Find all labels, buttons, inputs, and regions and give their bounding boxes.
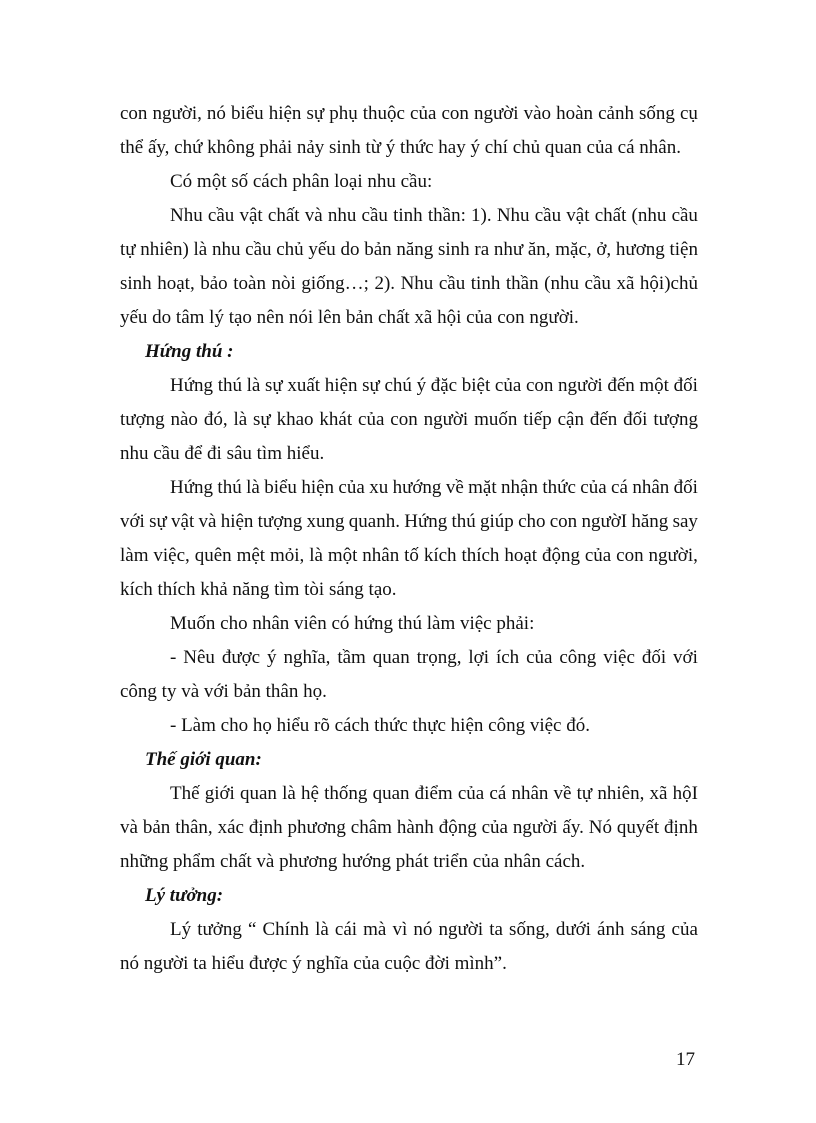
word: là <box>246 375 261 396</box>
word: biểu <box>264 477 297 498</box>
word: làm <box>120 545 149 566</box>
paragraph-line <box>120 199 698 233</box>
word: quyết <box>616 817 660 838</box>
word: của <box>358 409 385 430</box>
word: chủ <box>276 239 304 260</box>
word: về <box>553 783 572 804</box>
word: (nhu <box>544 273 579 294</box>
word: thú <box>451 511 476 532</box>
word: nghĩa, <box>283 647 331 668</box>
word: cầu <box>245 239 272 260</box>
word: con <box>120 103 148 124</box>
word: quan <box>372 647 410 668</box>
word: cảnh <box>598 103 634 124</box>
word: đó, <box>203 409 228 430</box>
word: một <box>327 545 358 566</box>
paragraph-line <box>120 403 698 437</box>
word: là <box>246 477 260 498</box>
word: thức <box>542 477 576 498</box>
word: động <box>541 545 580 566</box>
word: hiện <box>220 511 254 532</box>
word: tượng <box>257 511 303 532</box>
word: việc, <box>153 545 190 566</box>
word: là <box>282 783 296 804</box>
paragraph-line <box>120 913 698 947</box>
word: về <box>445 477 464 498</box>
word: tiếp <box>523 409 552 430</box>
word: mỏi, <box>269 545 305 566</box>
word: say <box>672 511 698 532</box>
word: Nêu <box>183 647 215 668</box>
word: ích <box>495 647 520 668</box>
paragraph-line <box>120 97 698 131</box>
word: sáng <box>630 919 666 940</box>
word: - <box>170 647 177 668</box>
word: Hứng <box>404 511 448 532</box>
word: lợi <box>468 647 490 668</box>
word: đặc <box>430 375 458 396</box>
word: ra <box>474 239 490 260</box>
word: và <box>304 205 323 226</box>
page-body <box>120 97 698 981</box>
word: bản <box>364 239 392 260</box>
word: người, <box>152 103 202 124</box>
paragraph-line <box>120 505 698 539</box>
word: tầm <box>337 647 366 668</box>
word: hương <box>615 239 665 260</box>
section-heading: Thế giới quan: <box>145 749 262 770</box>
word: năng <box>396 239 434 260</box>
word: ý <box>416 375 427 396</box>
word: sự <box>362 375 380 396</box>
word: quanh. <box>348 511 400 532</box>
word: là <box>309 545 323 566</box>
word: nó <box>206 103 226 124</box>
paragraph-line: thể ấy, chứ không phải nảy sinh từ ý thức hay ý chí chủ quan của cá nhân. <box>120 137 681 158</box>
word: của <box>580 477 607 498</box>
word: là <box>233 409 248 430</box>
word: Nó <box>588 817 613 838</box>
word: đối <box>641 647 667 668</box>
word: Hứng <box>170 477 214 498</box>
word: nhu <box>211 239 241 260</box>
word: cận <box>557 409 584 430</box>
word: cho <box>518 511 546 532</box>
word: ở, <box>596 239 612 260</box>
word: hiện <box>268 103 302 124</box>
word: thần: <box>427 205 466 226</box>
word: quan <box>240 783 277 804</box>
word: xuất <box>287 375 321 396</box>
word: con <box>525 375 554 396</box>
word: công <box>559 647 597 668</box>
word: nhân <box>511 783 549 804</box>
word: tinh <box>393 205 423 226</box>
word: Nhu <box>496 205 530 226</box>
word: hộI <box>672 783 698 804</box>
word: đối <box>673 375 698 396</box>
word: giới <box>204 783 235 804</box>
word: thú <box>217 375 242 396</box>
word: thú <box>217 477 242 498</box>
word: của <box>494 375 522 396</box>
word: điểm <box>414 783 453 804</box>
word: hoàn <box>556 103 594 124</box>
word: ý <box>267 647 277 668</box>
word: phương <box>287 817 346 838</box>
word: tự <box>120 239 136 260</box>
word: nào <box>170 409 198 430</box>
word: cầu <box>207 205 235 226</box>
word: bảo <box>200 273 228 294</box>
word: 2). <box>374 273 396 294</box>
word: sự <box>265 375 283 396</box>
word: vào <box>523 103 552 124</box>
section-heading: Hứng thú : <box>145 341 234 362</box>
word: của <box>584 545 612 566</box>
word: cầu <box>361 205 388 226</box>
word: châm <box>350 817 392 838</box>
word: nhiên, <box>597 783 645 804</box>
word: mặt <box>468 477 497 498</box>
word: cá <box>611 477 628 498</box>
word: người <box>512 817 558 838</box>
word: quan <box>372 783 410 804</box>
word: toàn <box>233 273 266 294</box>
word: vì <box>392 919 408 940</box>
word: thần <box>505 273 539 294</box>
paragraph-line <box>120 267 698 301</box>
word: “ <box>247 919 257 940</box>
word: của <box>338 477 365 498</box>
word: là <box>193 239 208 260</box>
word: cầu <box>534 205 562 226</box>
word: tượng <box>653 409 698 430</box>
paragraph-line <box>120 811 698 845</box>
word: và <box>198 511 217 532</box>
word: yếu <box>308 239 336 260</box>
word: biểu <box>230 103 264 124</box>
word: đến <box>589 409 618 430</box>
word: sinh <box>438 239 470 260</box>
word: sự <box>253 409 271 430</box>
word: giống…; <box>301 273 369 294</box>
word: được <box>221 647 261 668</box>
word: động <box>438 817 477 838</box>
word: của <box>526 647 553 668</box>
page-number: 17 <box>676 1049 695 1070</box>
word: hiện <box>301 477 335 498</box>
word: của <box>457 783 485 804</box>
word: thuộc <box>362 103 405 124</box>
word: nhiên) <box>140 239 189 260</box>
word: ngườI <box>581 511 628 532</box>
word: sự <box>306 103 325 124</box>
word: Thế <box>170 783 200 804</box>
paragraph-line: Có một số cách phân loại nhu cầu: <box>170 171 433 192</box>
word: thích <box>461 545 500 566</box>
word: nhận <box>501 477 538 498</box>
word: hiện <box>324 375 358 396</box>
word: cá <box>489 783 507 804</box>
word: muốn <box>474 409 518 430</box>
word: kích <box>423 545 457 566</box>
word: con <box>390 409 418 430</box>
word: đối <box>623 409 648 430</box>
word: vật <box>566 205 590 226</box>
word: khao <box>276 409 314 430</box>
word: bản <box>142 817 171 838</box>
word: vật <box>171 511 195 532</box>
word: tinh <box>470 273 501 294</box>
word: của <box>671 919 698 940</box>
word: giúp <box>480 511 514 532</box>
word: đến <box>607 375 635 396</box>
word: nhu <box>327 205 357 226</box>
word: tự <box>576 783 593 804</box>
word: người <box>438 919 484 940</box>
word: với <box>120 511 145 532</box>
word: nòi <box>271 273 296 294</box>
word: khát <box>319 409 353 430</box>
word: cầu <box>584 273 611 294</box>
word: Nhu <box>400 273 434 294</box>
word: tố <box>404 545 419 566</box>
word: xu <box>369 477 389 498</box>
word: vật <box>239 205 263 226</box>
word: việc <box>603 647 635 668</box>
word: trọng, <box>416 647 462 668</box>
word: ánh <box>597 919 625 940</box>
word: tiện <box>669 239 698 260</box>
word: hướng <box>392 477 442 498</box>
word: hệ <box>301 783 319 804</box>
word: tưởng <box>197 919 242 940</box>
word: 1). <box>471 205 492 226</box>
word: người <box>423 409 469 430</box>
word: con <box>549 511 578 532</box>
word: như <box>493 239 524 260</box>
paragraph-line: công ty và với bản thân họ. <box>120 681 327 702</box>
word: sống <box>639 103 675 124</box>
word: của <box>481 817 508 838</box>
word: dưới <box>555 919 591 940</box>
paragraph-line <box>120 233 698 267</box>
paragraph-line: những phẩm chất và phương hướng phát triển của nhân cách. <box>120 851 586 872</box>
word: biệt <box>461 375 491 396</box>
paragraph-line: - Làm cho họ hiểu rõ cách thức thực hiện công việc đó. <box>170 715 590 736</box>
word: Chính <box>262 919 309 940</box>
word: chú <box>384 375 412 396</box>
word: cái <box>334 919 358 940</box>
paragraph-line: yếu do tâm lý tạo nên nói lên bản chất xã hội của con người. <box>120 307 579 328</box>
word: ấy. <box>562 817 584 838</box>
paragraph-line: nhu cầu để đi sâu tìm hiểu. <box>120 443 325 464</box>
word: nhân <box>632 477 670 498</box>
word: chất <box>267 205 300 226</box>
word: ăn, <box>527 239 551 260</box>
word: của <box>410 103 437 124</box>
word: cụ <box>679 103 698 124</box>
word: thân, <box>175 817 213 838</box>
paragraph-line <box>120 471 698 505</box>
word: xác <box>217 817 244 838</box>
word: nhân <box>362 545 400 566</box>
word: Lý <box>170 919 192 940</box>
word: cầu <box>438 273 466 294</box>
word: con <box>616 545 644 566</box>
word: ta <box>489 919 503 940</box>
word: Hứng <box>170 375 214 396</box>
paragraph-line <box>120 641 698 675</box>
word: phụ <box>329 103 358 124</box>
word: hoạt, <box>157 273 195 294</box>
word: Nhu <box>170 205 203 226</box>
word: là <box>315 919 329 940</box>
word: quên <box>194 545 232 566</box>
word: hăng <box>631 511 669 532</box>
word: với <box>673 647 698 668</box>
word: sinh <box>120 273 152 294</box>
word: nó <box>413 919 433 940</box>
word: định <box>664 817 698 838</box>
word: và <box>120 817 138 838</box>
word: xung <box>306 511 345 532</box>
word: cầu <box>671 205 698 226</box>
word: do <box>340 239 360 260</box>
word: xã <box>649 783 668 804</box>
word: mà <box>363 919 387 940</box>
paragraph-line: kích thích khả năng tìm tòi sáng tạo. <box>120 579 397 600</box>
section-heading: Lý tưởng: <box>145 885 224 906</box>
word: người, <box>648 545 698 566</box>
paragraph-line: Muốn cho nhân viên có hứng thú làm việc phải: <box>170 613 535 634</box>
word: hoạt <box>504 545 538 566</box>
word: người <box>558 375 603 396</box>
word: đối <box>673 477 698 498</box>
paragraph-line: nó người ta hiểu được ý nghĩa của cuộc đời mình”. <box>120 953 507 974</box>
word: định <box>248 817 283 838</box>
word: con <box>441 103 469 124</box>
word: chất <box>594 205 627 226</box>
word: hành <box>396 817 434 838</box>
word: tượng <box>120 409 165 430</box>
word: mặc, <box>555 239 592 260</box>
word: sống, <box>509 919 550 940</box>
word: sự <box>149 511 167 532</box>
word: người <box>473 103 519 124</box>
word: một <box>639 375 669 396</box>
word: mệt <box>236 545 266 566</box>
paragraph-line <box>120 539 698 573</box>
word: thống <box>324 783 368 804</box>
word: hội)chủ <box>639 273 698 294</box>
word: (nhu <box>631 205 667 226</box>
paragraph-line <box>120 369 698 403</box>
paragraph-line <box>120 777 698 811</box>
word: xã <box>616 273 635 294</box>
